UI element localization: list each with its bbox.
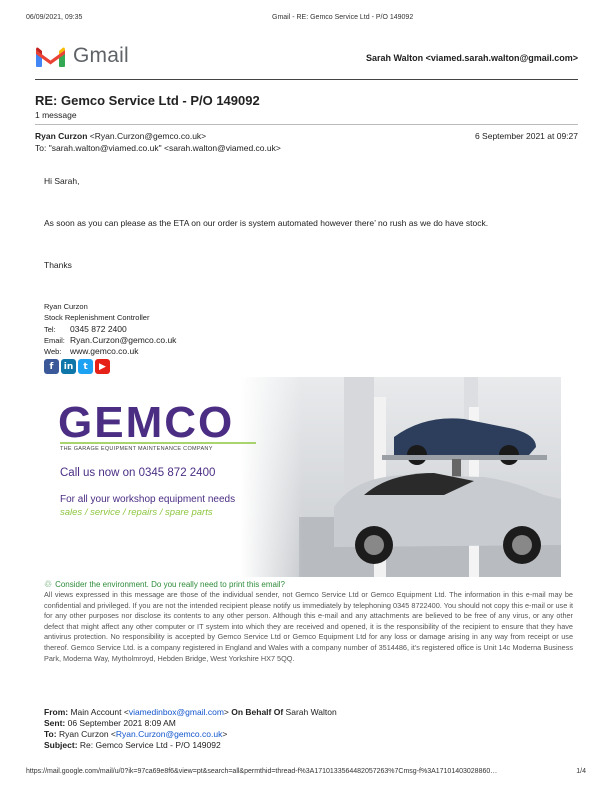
thread-subject: RE: Gemco Service Ltd - P/O 149092 xyxy=(35,93,260,108)
social-links xyxy=(44,359,110,374)
print-url: https://mail.google.com/mail/u/0?ik=97ca69e8f6&view=pt&search=all&permthid=thread-f%3A1710133564482057263%7Cmsg-f%3A17101403028860… xyxy=(26,768,498,775)
message-line: As soon as you can please as the ETA on our order is system automated however there’ no rush as we do have stock. xyxy=(44,218,489,228)
sender-email: <Ryan.Curzon@gemco.co.uk> xyxy=(87,131,207,141)
sig-email-value[interactable]: Ryan.Curzon@gemco.co.uk xyxy=(70,335,177,345)
environment-note xyxy=(44,579,285,590)
fwd-from-close: > xyxy=(223,707,232,717)
fwd-from xyxy=(44,707,337,717)
sig-role: Stock Replenishment Controller xyxy=(44,313,150,322)
thanks: Thanks xyxy=(44,260,72,270)
sender-name: Ryan Curzon xyxy=(35,131,88,141)
sender xyxy=(35,131,206,141)
sig-web-value[interactable]: www.gemco.co.uk xyxy=(70,346,139,356)
fwd-sent-value: 06 September 2021 8:09 AM xyxy=(65,718,176,728)
fwd-from-label: From: xyxy=(44,707,69,717)
fwd-behalf-label: On Behalf Of xyxy=(231,707,284,717)
sig-tel xyxy=(44,324,127,334)
sig-web-label: Web: xyxy=(44,347,62,356)
fwd-to-close: > xyxy=(222,729,228,739)
message-date: 6 September 2021 at 09:27 xyxy=(474,131,578,141)
sig-email-label: Email: xyxy=(44,336,65,345)
fwd-subject-value: Re: Gemco Service Ltd - P/O 149092 xyxy=(77,740,221,750)
print-page: 1/4 xyxy=(576,768,586,775)
banner-services: sales / service / repairs / spare parts xyxy=(60,507,213,518)
gemco-tagline: THE GARAGE EQUIPMENT MAINTENANCE COMPANY xyxy=(60,446,213,452)
account-name: Sarah Walton <viamed.sarah.walton@gmail.com> xyxy=(365,53,578,63)
fwd-sent xyxy=(44,718,176,728)
fwd-to-email[interactable]: Ryan.Curzon@gemco.co.uk xyxy=(115,729,223,739)
gmail-m-icon xyxy=(35,45,66,68)
gemco-logo: GEMCO xyxy=(58,398,235,447)
banner-graphic xyxy=(44,377,561,577)
message-count: 1 message xyxy=(35,110,77,120)
header-divider xyxy=(35,79,578,80)
twitter-icon[interactable]: t xyxy=(78,359,93,374)
fwd-subject xyxy=(44,740,221,750)
environment-note-text: Consider the environment. Do you really need to print this email? xyxy=(55,580,285,589)
facebook-icon[interactable]: f xyxy=(44,359,59,374)
gmail-logo[interactable] xyxy=(35,44,129,68)
print-datetime: 06/09/2021, 09:35 xyxy=(26,14,83,21)
print-title: Gmail - RE: Gemco Service Ltd - P/O 149092 xyxy=(272,14,414,21)
recipient: To: "sarah.walton@viamed.co.uk" <sarah.walton@viamed.co.uk> xyxy=(35,143,281,153)
sig-tel-value: 0345 872 2400 xyxy=(70,324,127,334)
sig-email xyxy=(44,335,176,345)
thread-divider xyxy=(35,124,578,125)
sig-web xyxy=(44,346,139,356)
fwd-from-text: Main Account < xyxy=(68,707,129,717)
fwd-sent-label: Sent: xyxy=(44,718,66,728)
banner-call: Call us now on 0345 872 2400 xyxy=(60,467,216,479)
banner-needs: For all your workshop equipment needs xyxy=(60,494,236,505)
greeting: Hi Sarah, xyxy=(44,176,80,186)
fwd-to xyxy=(44,729,227,739)
linkedin-icon[interactable]: in xyxy=(61,359,76,374)
sig-name: Ryan Curzon xyxy=(44,302,88,311)
sig-tel-label: Tel: xyxy=(44,325,56,334)
fwd-behalf-name: Sarah Walton xyxy=(283,707,337,717)
recycle-icon: ♲ xyxy=(44,579,53,589)
fwd-subject-label: Subject: xyxy=(44,740,78,750)
disclaimer: All views expressed in this message are those of the individual sender, not Gemco Service Ltd or Gemco Equipment Ltd. The information in this e-mail may be confidential and privileged. If you are not the intended recipient please notify us immediately by telephoning 0345 8722400. You should not copy this e-mail or use it for any other purposes nor disclose its contents to any other person. Although this e-mail and any attachments are believed to be free of any virus, or any other defect that might affect any other computer or IT system into which they are received and opened, it is the responsibility of the recipient to ensure that they have antivirus protection. No responsibility is accepted by Gemco Service Ltd or Gemco Equipment Ltd for any loss or damage arising in any way from receipt or use thereof. Gemco Service Ltd. is a company registered in England and Wales with a company number of 3514486, it's registered office is Unit 14c Moderna Business Park, Moderna Way, Mytholmroyd, Hebden Bridge, West Yorkshire HX7 5QQ. xyxy=(44,590,573,663)
fwd-from-email[interactable]: viamedinbox@gmail.com xyxy=(128,707,224,717)
youtube-icon[interactable]: ▶ xyxy=(95,359,110,374)
gmail-logo-text: Gmail xyxy=(73,44,129,67)
fwd-to-label: To: xyxy=(44,729,57,739)
fwd-to-text: Ryan Curzon < xyxy=(56,729,116,739)
gemco-banner[interactable] xyxy=(44,377,561,577)
